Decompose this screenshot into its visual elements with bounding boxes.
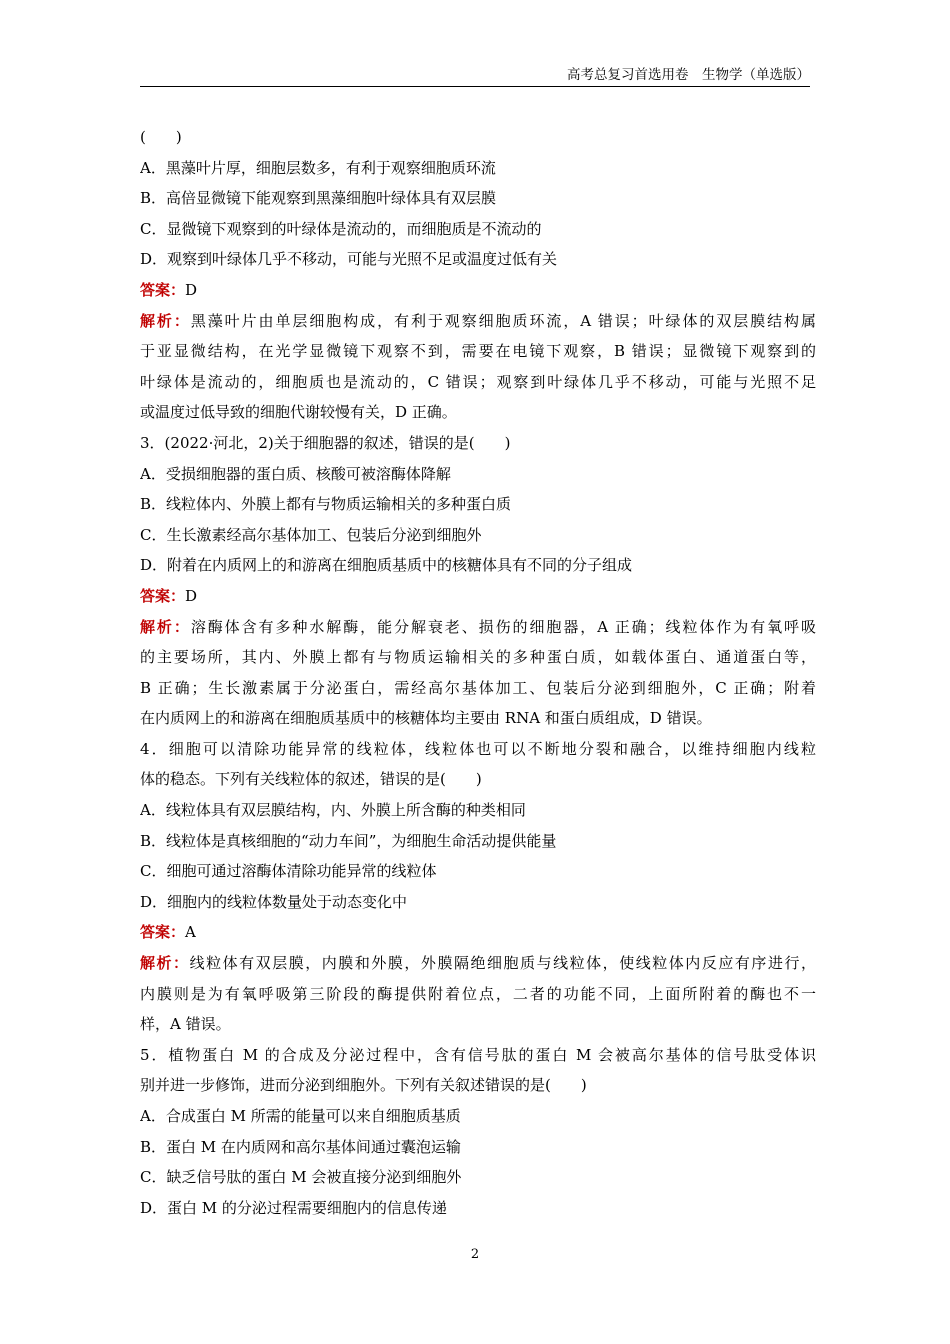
answer-value: D (185, 280, 198, 299)
option-b: B．线粒体是真核细胞的“动力车间”，为细胞生命活动提供能量 (140, 831, 557, 850)
option-c: C．细胞可通过溶酶体清除功能异常的线粒体 (140, 862, 437, 881)
answer-line (140, 917, 816, 948)
option-c: C．缺乏信号肽的蛋白 M 会被直接分泌到细胞外 (140, 1168, 462, 1187)
option-b: B．高倍显微镜下能观察到黑藻细胞叶绿体具有双层膜 (140, 189, 497, 208)
analysis-line: 的主要场所，其内、外膜上都有与物质运输相关的多种蛋白质，如载体蛋白、通道蛋白等， (140, 648, 816, 667)
question-stem: 3．(2022·河北，2)关于细胞器的叙述，错误的是( ) (140, 433, 511, 452)
option-c: C．生长激素经高尔基体加工、包装后分泌到细胞外 (140, 525, 482, 544)
analysis-text: 线粒体有双层膜，内膜和外膜，外膜隔绝细胞质与线粒体，使线粒体内反应有序进行， (189, 954, 816, 973)
analysis-label: 解析： (140, 954, 190, 973)
answer-label: 答案： (140, 280, 186, 299)
page-content (140, 122, 816, 1223)
analysis-line: 样，A 错误。 (140, 1015, 231, 1034)
answer-label: 答案： (140, 586, 186, 605)
answer-label: 答案： (140, 923, 186, 942)
option-d: D．附着在内质网上的和游离在细胞质基质中的核糖体具有不同的分子组成 (140, 556, 633, 575)
page-number: 2 (470, 1247, 480, 1262)
answer-value: D (185, 586, 198, 605)
analysis-label: 解析： (140, 311, 191, 330)
option-a: A．线粒体具有双层膜结构，内、外膜上所含酶的种类相同 (140, 801, 526, 820)
question-paren: ( ) (140, 128, 182, 146)
option-d: D．蛋白 M 的分泌过程需要细胞内的信息传递 (140, 1198, 447, 1217)
analysis-line: 在内质网上的和游离在细胞质基质中的核糖体均主要由 RNA 和蛋白质组成，D 错误。 (140, 709, 712, 728)
option-c: C．显微镜下观察到的叶绿体是流动的，而细胞质是不流动的 (140, 219, 542, 238)
option-a: A．黑藻叶片厚，细胞层数多，有利于观察细胞质环流 (140, 158, 496, 177)
option-a: A．合成蛋白 M 所需的能量可以来自细胞质基质 (140, 1107, 461, 1125)
analysis-text: 黑藻叶片由单层细胞构成，有利于观察细胞质环流，A 错误；叶绿体的双层膜结构属 (190, 311, 816, 330)
option-d: D．观察到叶绿体几乎不移动，可能与光照不足或温度过低有关 (140, 250, 558, 269)
header-title: 高考总复习首选用卷 生物学（单选版） (567, 67, 810, 83)
analysis-line: B 正确；生长激素属于分泌蛋白，需经高尔基体加工、包装后分泌到细胞外，C 正确；附着 (140, 678, 816, 697)
option-b: B．线粒体内、外膜上都有与物质运输相关的多种蛋白质 (140, 495, 512, 514)
analysis-line (140, 948, 816, 979)
analysis-line (140, 306, 816, 337)
question-stem: 5．植物蛋白 M 的合成及分泌过程中，含有信号肽的蛋白 M 会被高尔基体的信号肽受体识 (140, 1045, 816, 1064)
answer-line (140, 275, 816, 306)
option-b: B．蛋白 M 在内质网和高尔基体间通过囊泡运输 (140, 1137, 461, 1156)
question-stem: 4．细胞可以清除功能异常的线粒体，线粒体也可以不断地分裂和融合，以维持细胞内线粒 (140, 739, 816, 758)
analysis-label: 解析： (140, 617, 191, 636)
question-stem: 体的稳态。下列有关线粒体的叙述，错误的是( ) (140, 770, 482, 789)
answer-line (140, 581, 816, 612)
analysis-text: 溶酶体含有多种水解酶，能分解衰老、损伤的细胞器，A 正确；线粒体作为有氧呼吸 (190, 617, 816, 636)
analysis-line: 于亚显微结构，在光学显微镜下观察不到，需要在电镜下观察，B 错误；显微镜下观察到的 (140, 342, 816, 361)
analysis-line: 叶绿体是流动的，细胞质也是流动的，C 错误；观察到叶绿体几乎不移动，可能与光照不足 (140, 372, 816, 391)
answer-value: A (185, 923, 196, 942)
option-d: D．细胞内的线粒体数量处于动态变化中 (140, 892, 408, 911)
page-header (140, 64, 810, 87)
option-a: A．受损细胞器的蛋白质、核酸可被溶酶体降解 (140, 464, 451, 483)
question-stem: 别并进一步修饰，进而分泌到细胞外。下列有关叙述错误的是( ) (140, 1076, 587, 1095)
analysis-line (140, 612, 816, 643)
analysis-line: 或温度过低导致的细胞代谢较慢有关，D 正确。 (140, 403, 457, 422)
analysis-line: 内膜则是为有氧呼吸第三阶段的酶提供附着位点，二者的功能不同，上面所附着的酶也不一 (140, 984, 816, 1003)
